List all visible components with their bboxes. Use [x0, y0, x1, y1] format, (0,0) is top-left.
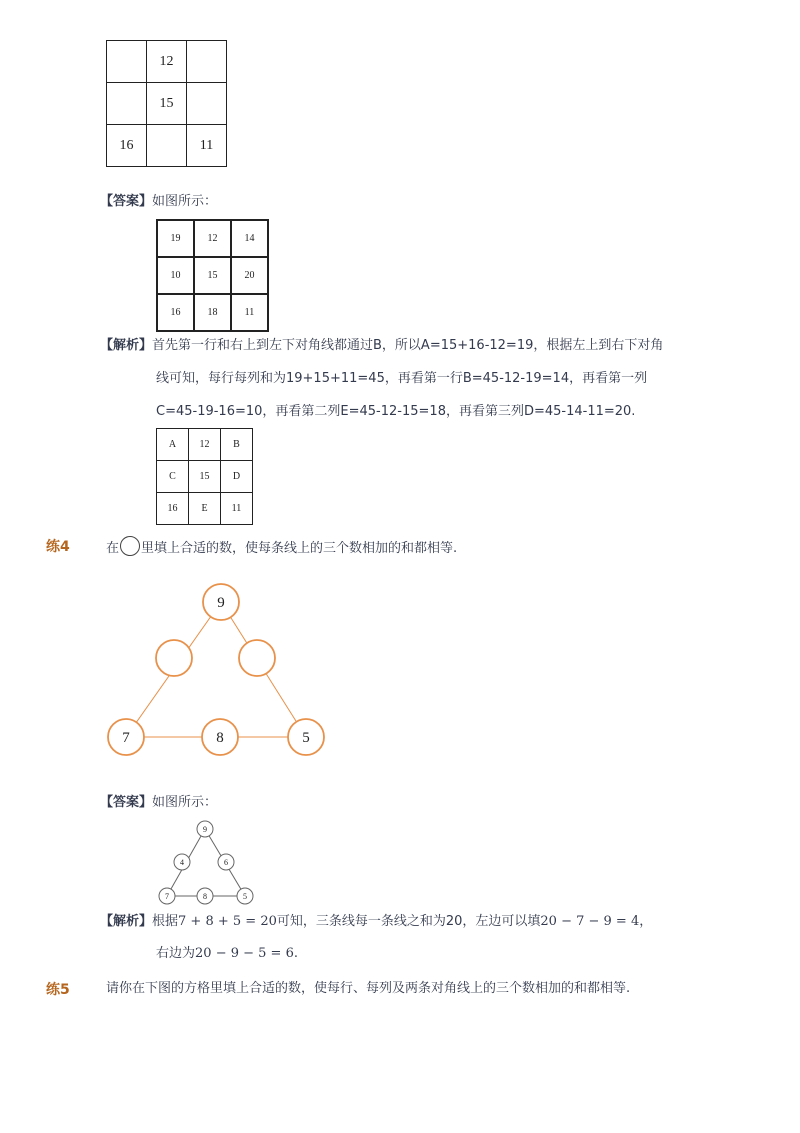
exercise-4-prompt [106, 536, 457, 559]
exercise-5-prompt: 请你在下图的方格里填上合适的数，使每行、每列及两条对角线上的三个数相加的和都相等. [106, 981, 631, 996]
answer1-line [100, 192, 217, 212]
analysis4-line-1 [100, 912, 652, 932]
node-left-mid-value: 4 [180, 858, 184, 867]
math-expression: 20 − 7 − 9 = 4 [540, 914, 640, 929]
analysis4-line-2 [156, 944, 298, 964]
node-bottom-right-value: 5 [243, 892, 247, 901]
cell: 16 [107, 125, 147, 167]
cell: A [157, 429, 189, 461]
node-bottom-left-value: 7 [122, 730, 130, 746]
math-expression: 20 − 9 − 5 = 6 [195, 946, 294, 961]
cell: 15 [189, 461, 221, 493]
cell: 15 [194, 257, 231, 294]
cell: 19 [157, 220, 194, 257]
answer-text: 如图所示： [152, 194, 218, 209]
cell: 12 [189, 429, 221, 461]
node-bottom-right-value: 5 [302, 730, 310, 746]
cell [187, 41, 227, 83]
cell [107, 41, 147, 83]
prompt-text: 里填上合适的数，使每条线上的三个数相加的和都相等. [141, 541, 458, 556]
cell: 11 [231, 294, 268, 331]
math-expression: 7 + 8 + 5 = 20 [178, 914, 277, 929]
answer-label: 【答案】 [100, 795, 153, 810]
cell: D [221, 461, 253, 493]
cell [187, 83, 227, 125]
answer1-magic-square [156, 219, 269, 332]
cell [107, 83, 147, 125]
analysis-text: ， [639, 914, 653, 929]
cell: 18 [194, 294, 231, 331]
node-top-value: 9 [217, 595, 225, 611]
circle-icon [120, 536, 140, 556]
cell [147, 125, 187, 167]
answer-text: 如图所示： [152, 795, 218, 810]
analysis1-letter-square [156, 428, 253, 525]
cell: B [221, 429, 253, 461]
exercise-4-triangle [100, 578, 330, 763]
analysis-text: 可知，三条线每一条线之和为20，左边可以填 [276, 914, 541, 929]
node-top-value: 9 [203, 825, 207, 834]
cell: 14 [231, 220, 268, 257]
answer-4-triangle [152, 818, 262, 908]
analysis1-line-2: 线可知，每行每列和为19+15+11=45，再看第一行B=45-12-19=14，再看第一列 [156, 371, 648, 386]
node-bottom-left-value: 7 [165, 892, 169, 901]
node-right-mid-value: 6 [224, 858, 228, 867]
exercise-5-number: 练5 [46, 982, 70, 998]
cell: 11 [187, 125, 227, 167]
cell: 20 [231, 257, 268, 294]
cell: 10 [157, 257, 194, 294]
cell: 12 [194, 220, 231, 257]
analysis1-line-3: C=45-19-16=10，再看第二列E=45-12-15=18，再看第三列D=45-14-11=20. [156, 404, 636, 419]
analysis-text: 右边为 [156, 946, 196, 961]
cell: 15 [147, 83, 187, 125]
cell: 16 [157, 493, 189, 525]
analysis-label: 【解析】 [100, 338, 153, 353]
analysis1-line-1 [100, 336, 663, 356]
analysis-text: . [293, 946, 298, 961]
analysis-text: 首先第一行和右上到左下对角线都通过B，所以A=15+16-12=19，根据左上到右下对角 [152, 338, 664, 353]
cell: C [157, 461, 189, 493]
analysis-text: 根据 [152, 914, 179, 929]
analysis-label: 【解析】 [100, 914, 153, 929]
top-magic-square [106, 40, 227, 167]
node-bottom-mid-value: 8 [216, 730, 224, 746]
node-left-mid[interactable] [156, 640, 192, 676]
cell: 16 [157, 294, 194, 331]
prompt-text: 在 [106, 541, 120, 556]
cell: E [189, 493, 221, 525]
answer4-line [100, 793, 217, 813]
cell: 12 [147, 41, 187, 83]
cell: 11 [221, 493, 253, 525]
answer-label: 【答案】 [100, 194, 153, 209]
node-right-mid[interactable] [239, 640, 275, 676]
exercise-4-number: 练4 [46, 539, 70, 555]
node-bottom-mid-value: 8 [203, 892, 207, 901]
